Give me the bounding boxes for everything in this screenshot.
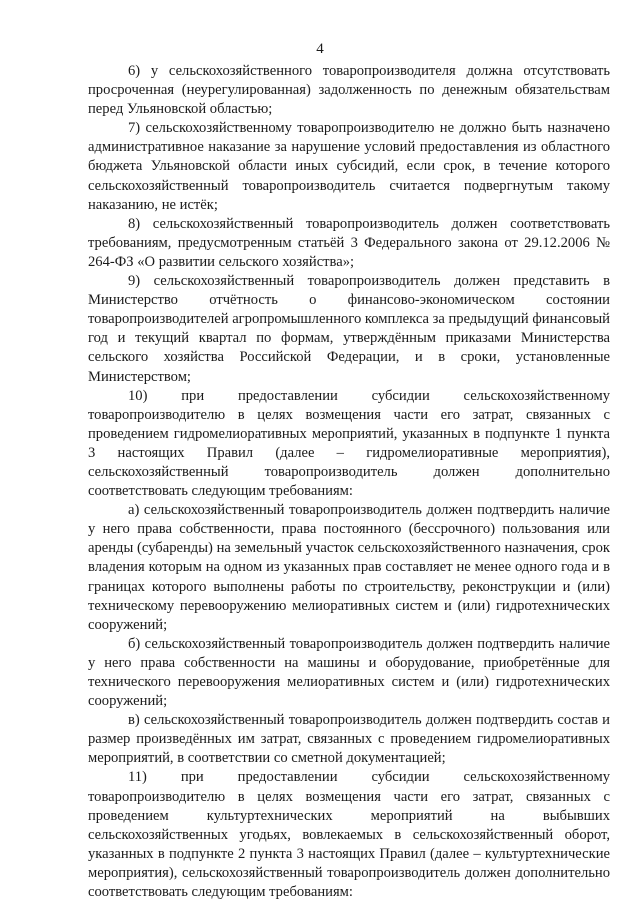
paragraph-item-11: 11) при предоставлении субсидии сельскохозяйственному товаропроизводителю в целях возмещения части его затрат, связанных с проведением культуртехнических мероприятий на выбывших сельскохозяйственных угодьях, вовлекаемых в сельскохозяйственный оборот, указанных в подпункте 2 пункта 3 настоящих Правил (далее – культуртехнические мероприятия), сельскохозяйственный товаропроизводитель должен дополнительно соответствовать следующим требованиям: — [88, 769, 610, 901]
paragraph-item-7: 7) сельскохозяйственному товаропроизводителю не должно быть назначено административное наказание за нарушение условий предоставления из областного бюджета Ульяновской области иных субсидий, если срок, в течение которого сельскохозяйственный товаропроизводитель считается подвергнутым такому наказанию, не истёк; — [88, 120, 610, 213]
paragraph-item-10: 10) при предоставлении субсидии сельскохозяйственному товаропроизводителю в целях возмещения части его затрат, связанных с проведением гидромелиоративных мероприятий, указанных в подпункте 1 пункта 3 настоящих Правил (далее – гидромелиоративные мероприятия), сельскохозяйственный товаропроизводитель должен дополнительно соответствовать следующим требованиям: — [88, 387, 610, 500]
paragraph-subitem-v: в) сельскохозяйственный товаропроизводитель должен подтвердить состав и размер произведённых им затрат, связанных с проведением гидромелиоративных мероприятий, в соответствии со сметной документацией; — [88, 712, 610, 767]
paragraph-subitem-a: а) сельскохозяйственный товаропроизводитель должен подтвердить наличие у него права собственности, права постоянного (бессрочного) пользования или аренды (субаренды) на земельный участок сельскохозяйственного назначения, срок владения которым на одном из указанных прав составляет не менее одного года и в границах которого выполнены работы по строительству, реконструкции и (или) техническому перевооружению мелиоративных систем и (или) гидротехнических сооружений; — [88, 502, 610, 633]
paragraph-item-8: 8) сельскохозяйственный товаропроизводитель должен соответствовать требованиям, предусмотренным статьёй 3 Федерального закона от 29.12.2006 № 264-ФЗ «О развитии сельского хозяйства»; — [88, 215, 610, 270]
document-body — [88, 62, 610, 902]
paragraph-item-9: 9) сельскохозяйственный товаропроизводитель должен представить в Министерство отчётность о финансово-экономическом состоянии товаропроизводителей агропромышленного комплекса за предыдущий финансовый год и текущий квартал по формам, утверждённым приказами Министерства сельского хозяйства Российской Федерации, и в сроки, установленные Министерством; — [88, 273, 610, 385]
paragraph-subitem-b: б) сельскохозяйственный товаропроизводитель должен подтвердить наличие у него права собственности на машины и оборудование, приобретённые для технического перевооружения мелиоративных систем и (или) гидротехнических сооружений; — [88, 635, 610, 710]
page-number: 4 — [316, 41, 324, 57]
paragraph-item-6: 6) у сельскохозяйственного товаропроизводителя должна отсутствовать просроченная (неурегулированная) задолженность по денежным обязательствам перед Ульяновской областью; — [88, 63, 610, 118]
